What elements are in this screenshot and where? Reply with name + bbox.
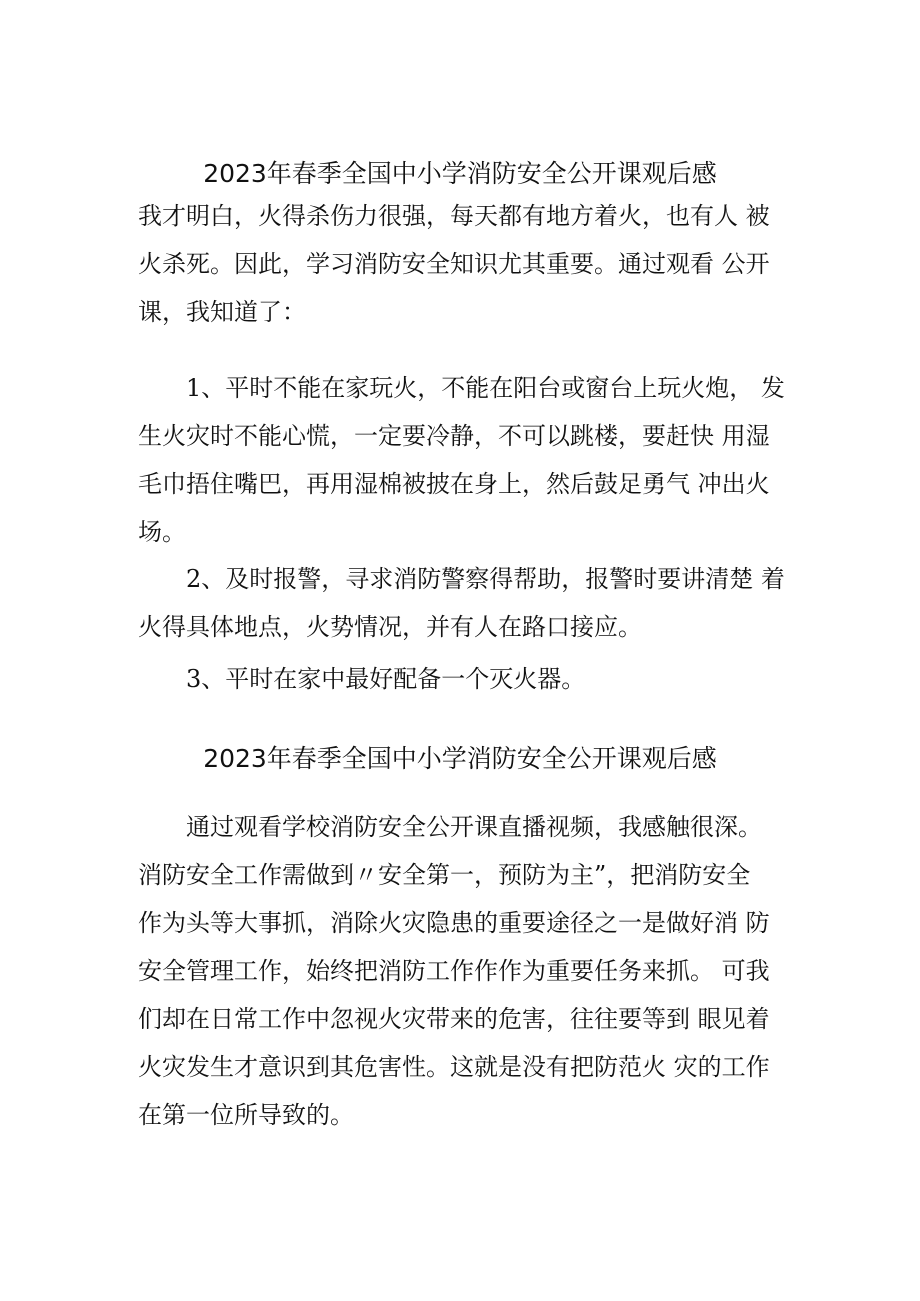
paragraph-line: 们却在日常工作中忽视火灾带来的危害，往往要等到 眼见着 <box>138 1005 770 1033</box>
list-item-1 <box>138 364 798 556</box>
paragraph-line: 作为头等大事抓，消除火灾隐患的重要途径之一是做好消 防 <box>138 909 770 937</box>
paragraph-line: 我才明白，火得杀伤力很强，每天都有地方着火，也有人 被 <box>138 202 770 230</box>
paragraph-line: 安全管理工作，始终把消防工作作作为重要任务来抓。 可我 <box>138 957 770 985</box>
paragraph-line: 毛巾捂住嘴巴，再用湿棉被披在身上，然后鼓足勇气 冲出火 <box>138 470 770 498</box>
paragraph-line: 课，我知道了： <box>138 298 306 326</box>
essay-title-2: 2023年春季全国中小学消防安全公开课观后感 <box>203 744 717 773</box>
paragraph-line: 2、及时报警，寻求消防警察得帮助，报警时要讲清楚 着 <box>186 565 785 593</box>
paragraph-line: 通过观看学校消防安全公开课直播视频，我感触很深。 <box>186 813 762 841</box>
paragraph-line: 火杀死。因此，学习消防安全知识尤其重要。通过观看 公开 <box>138 250 770 278</box>
paragraph-line: 在第一位所导致的。 <box>138 1101 354 1129</box>
paragraph-line: 场。 <box>138 518 186 546</box>
paragraph-line: 火得具体地点，火势情况，并有人在路口接应。 <box>138 613 642 641</box>
list-item-3 <box>138 655 798 703</box>
intro-paragraph <box>138 192 798 336</box>
paragraph-line: 消防安全工作需做到〃安全第一，预防为主”，把消防安全 <box>138 861 751 889</box>
list-item-2 <box>138 555 798 651</box>
paragraph-line: 1、平时不能在家玩火，不能在阳台或窗台上玩火炮， 发 <box>186 374 785 402</box>
essay-title-1: 2023年春季全国中小学消防安全公开课观后感 <box>203 159 717 188</box>
paragraph-line: 火灾发生才意识到其危害性。这就是没有把防范火 灾的工作 <box>138 1053 770 1081</box>
essay-2-paragraph <box>138 803 798 1139</box>
paragraph-line: 生火灾时不能心慌，一定要冷静，不可以跳楼，要赶快 用湿 <box>138 422 770 450</box>
paragraph-line: 3、平时在家中最好配备一个灭火器。 <box>186 665 586 693</box>
